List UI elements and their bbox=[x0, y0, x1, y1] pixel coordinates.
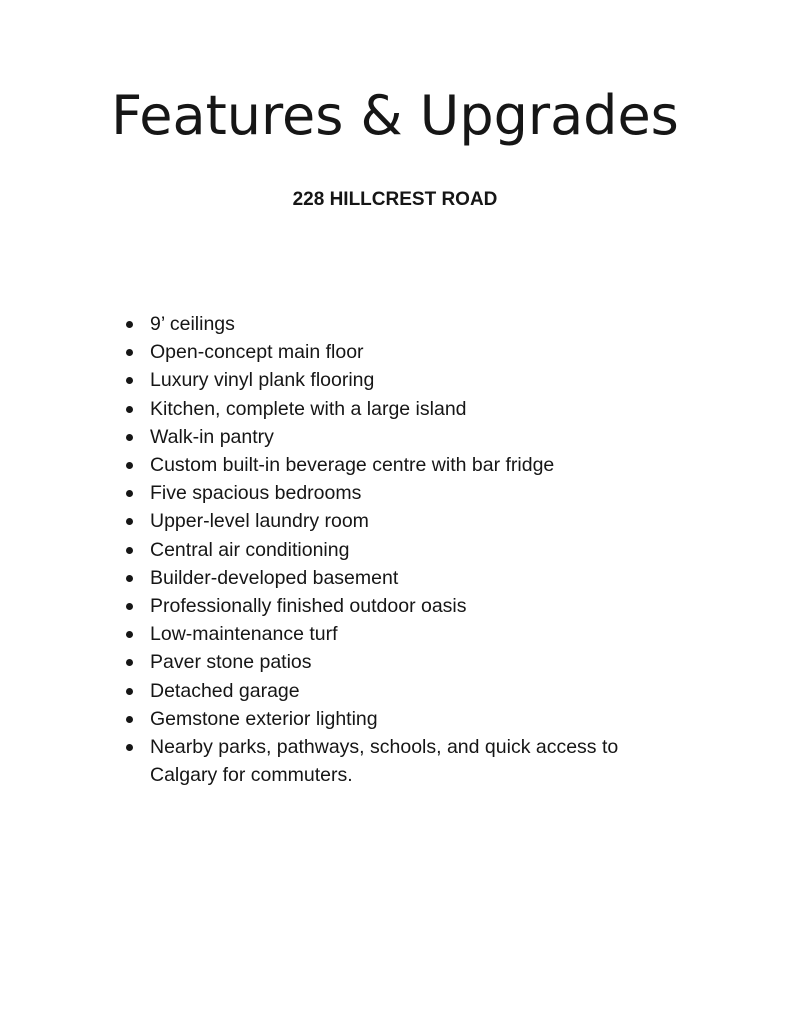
feature-item bbox=[122, 592, 682, 620]
feature-item bbox=[122, 366, 682, 394]
feature-text: Five spacious bedrooms bbox=[150, 482, 362, 505]
bullet-icon bbox=[126, 716, 133, 723]
bullet-icon bbox=[126, 744, 133, 751]
bullet-icon bbox=[126, 377, 133, 384]
bullet-icon bbox=[126, 603, 133, 610]
feature-text: Luxury vinyl plank flooring bbox=[150, 369, 375, 392]
feature-item bbox=[122, 677, 682, 705]
feature-item bbox=[122, 310, 682, 338]
property-address: 228 HILLCREST ROAD bbox=[292, 189, 498, 210]
bullet-icon bbox=[126, 406, 133, 413]
bullet-icon bbox=[126, 434, 133, 441]
bullet-icon bbox=[126, 321, 133, 328]
bullet-icon bbox=[126, 518, 133, 525]
feature-item bbox=[122, 338, 682, 366]
bullet-icon bbox=[126, 575, 133, 582]
bullet-icon bbox=[126, 490, 133, 497]
feature-text: Custom built-in beverage centre with bar fridge bbox=[150, 454, 555, 477]
page-title: Features & Upgrades bbox=[111, 84, 679, 147]
feature-text: Detached garage bbox=[150, 679, 300, 702]
feature-text: 9’ ceilings bbox=[150, 313, 235, 335]
feature-text: Low-maintenance turf bbox=[150, 623, 338, 646]
feature-text: Nearby parks, pathways, schools, and quick access to Calgary for commuters. bbox=[150, 736, 619, 787]
feature-item bbox=[122, 479, 682, 507]
feature-text: Open-concept main floor bbox=[150, 341, 364, 364]
feature-item bbox=[122, 705, 682, 733]
feature-item bbox=[122, 395, 682, 423]
feature-text: Gemstone exterior lighting bbox=[150, 707, 378, 730]
feature-item bbox=[122, 536, 682, 564]
feature-text: Professionally finished outdoor oasis bbox=[150, 595, 467, 618]
feature-text: Walk-in pantry bbox=[150, 425, 274, 448]
feature-item bbox=[122, 648, 682, 676]
feature-item bbox=[122, 564, 682, 592]
feature-item bbox=[122, 733, 682, 789]
bullet-icon bbox=[126, 462, 133, 469]
bullet-icon bbox=[126, 547, 133, 554]
feature-item bbox=[122, 507, 682, 535]
feature-text: Upper-level laundry room bbox=[150, 510, 369, 533]
feature-item bbox=[122, 620, 682, 648]
feature-text: Paver stone patios bbox=[150, 651, 312, 674]
feature-text: Kitchen, complete with a large island bbox=[150, 397, 467, 420]
bullet-icon bbox=[126, 349, 133, 356]
feature-item bbox=[122, 451, 682, 479]
bullet-icon bbox=[126, 659, 133, 666]
features-list bbox=[122, 310, 682, 789]
bullet-icon bbox=[126, 631, 133, 638]
bullet-icon bbox=[126, 688, 133, 695]
feature-text: Builder-developed basement bbox=[150, 566, 399, 589]
feature-item bbox=[122, 423, 682, 451]
feature-text: Central air conditioning bbox=[150, 538, 350, 561]
